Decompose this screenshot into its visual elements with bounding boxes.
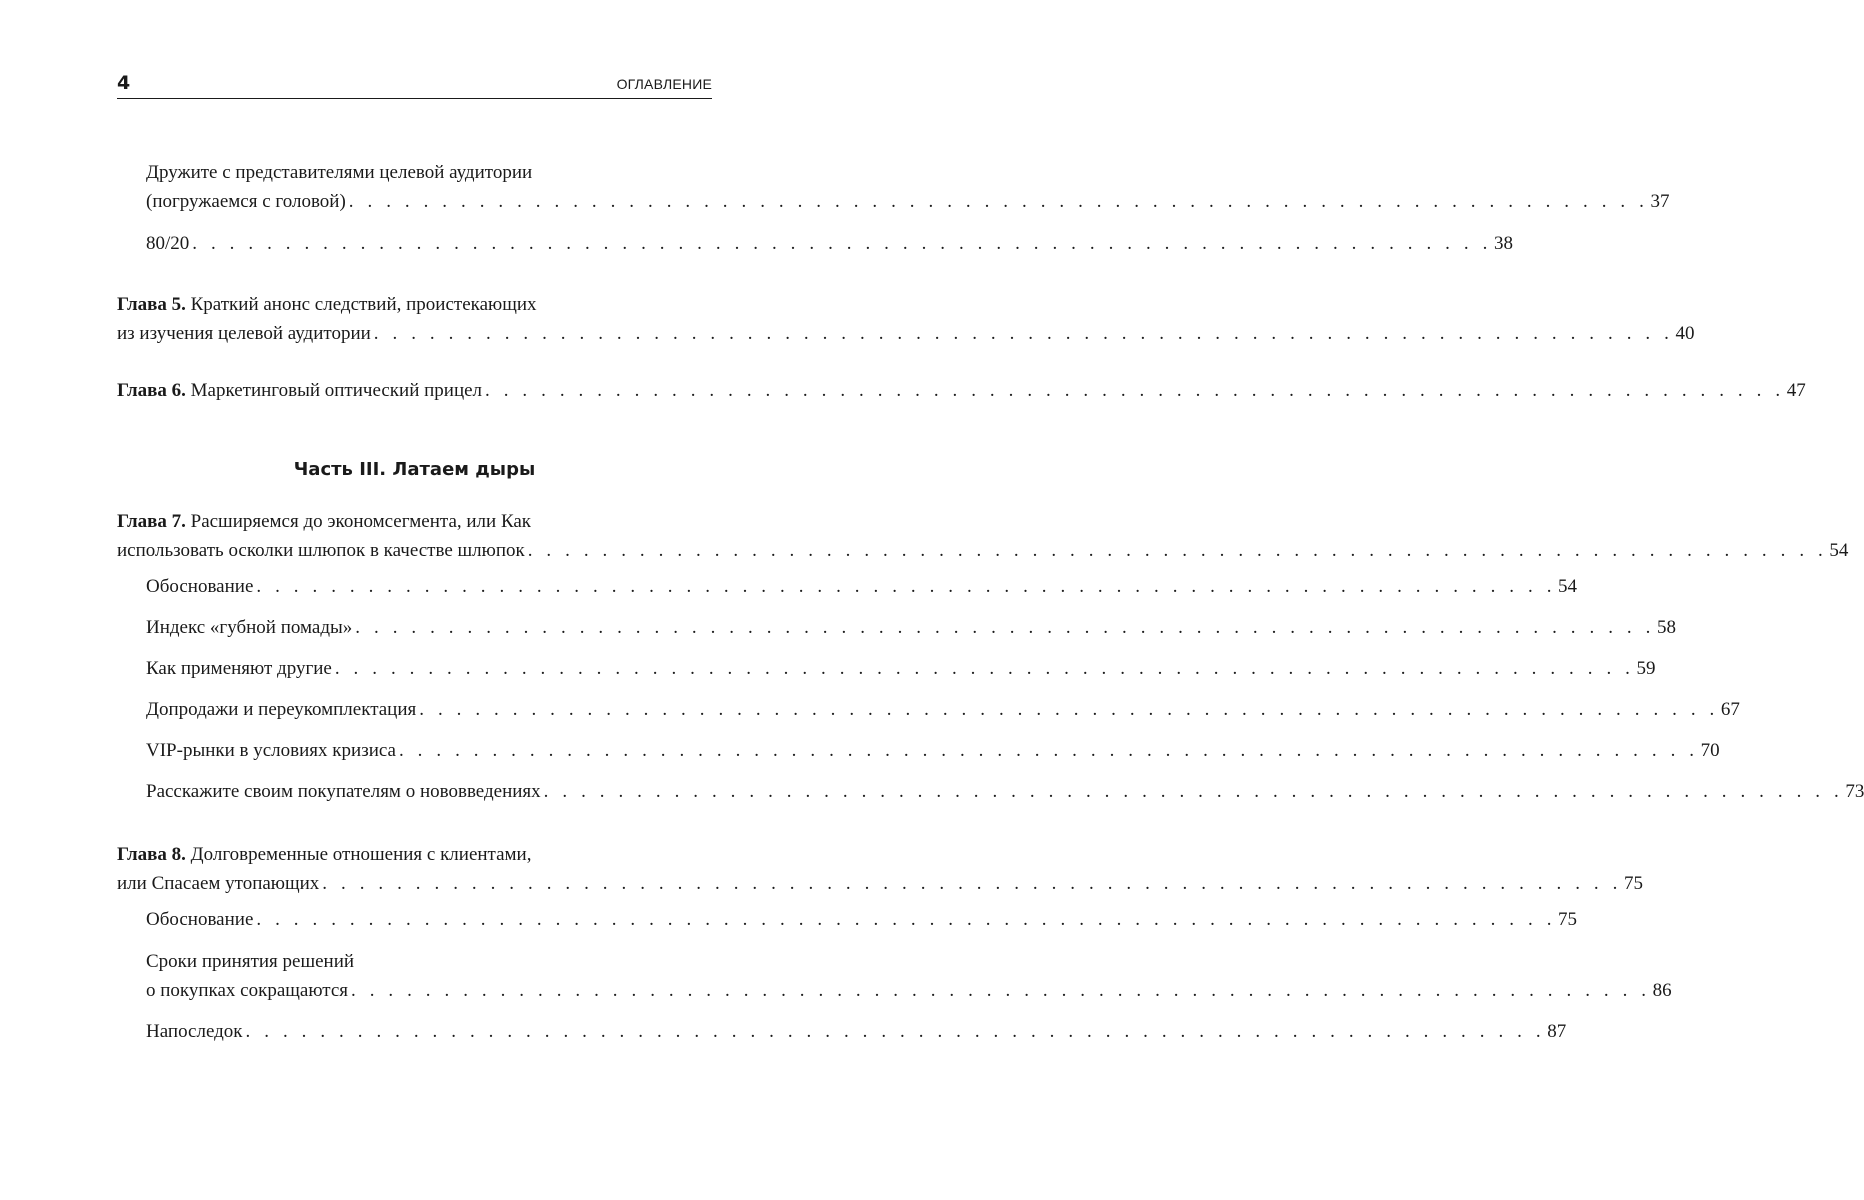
toc-leader-line [117, 536, 1849, 565]
leader-dots: . . . . . . . . . . . . . . . . . . . . . . . . . . . . . . . . . . . . . . . . . . . . . . . . . . . . . . . . . . . . . . . . . . . . . . [485, 380, 1785, 401]
leader-dots: . . . . . . . . . . . . . . . . . . . . . . . . . . . . . . . . . . . . . . . . . . . . . . . . . . . . . . . . . . . . . . . . . . . . . . [256, 909, 1557, 930]
toc-entry-title: Индекс «губной помады» [146, 617, 353, 638]
toc-page-number: 75 [1558, 909, 1578, 930]
chapter-label: Глава 5. [117, 294, 186, 315]
toc-leader-line [146, 613, 1676, 642]
toc-entry-ch8-section-1[interactable] [146, 905, 1578, 934]
toc-leader-line [117, 319, 1695, 348]
toc-leader-line [146, 736, 1720, 765]
toc-entry-friends-target-audience[interactable] [146, 158, 1670, 216]
toc-entry-chapter-5[interactable] [117, 290, 1695, 348]
toc-page-number: 86 [1652, 980, 1672, 1001]
leader-dots: . . . . . . . . . . . . . . . . . . . . . . . . . . . . . . . . . . . . . . . . . . . . . . . . . . . . . . . . . . . . . . . . . . . . . . [192, 233, 1492, 254]
toc-entry-title-line1 [117, 290, 712, 319]
toc-entry-chapter-8[interactable] [117, 840, 1643, 898]
chapter-label: Глава 6. [117, 380, 186, 401]
leader-dots: . . . . . . . . . . . . . . . . . . . . . . . . . . . . . . . . . . . . . . . . . . . . . . . . . . . . . . . . . . . . . . . . . . . . . . [351, 980, 1651, 1001]
toc-leader-line [146, 654, 1656, 683]
toc-entry-title-line2: из изучения целевой аудитории [117, 323, 371, 344]
page-header [117, 70, 712, 99]
toc-leader-line [146, 187, 1670, 216]
toc-page-number: 59 [1636, 658, 1656, 679]
toc-entry-title: Обоснование [146, 909, 254, 930]
running-head: ОГЛАВЛЕНИЕ [616, 76, 712, 92]
page-number: 4 [117, 72, 131, 94]
toc-entry-chapter-7[interactable] [117, 507, 1849, 565]
leader-dots: . . . . . . . . . . . . . . . . . . . . . . . . . . . . . . . . . . . . . . . . . . . . . . . . . . . . . . . . . . . . . . . . . . . . . . [348, 191, 1649, 212]
toc-entry-ch7-section-1[interactable] [146, 572, 1578, 601]
chapter-label: Глава 7. [117, 511, 186, 532]
toc-page-number: 73 [1845, 781, 1864, 802]
toc-entry-title: Как применяют другие [146, 658, 332, 679]
toc-entry-ch7-section-3[interactable] [146, 654, 1656, 683]
toc-page-number: 58 [1656, 617, 1676, 638]
toc-leader-line [146, 905, 1578, 934]
toc-page-number: 40 [1675, 323, 1695, 344]
toc-leader-line [146, 229, 1513, 258]
toc-page-number: 54 [1558, 576, 1578, 597]
toc-leader-line [146, 572, 1578, 601]
leader-dots: . . . . . . . . . . . . . . . . . . . . . . . . . . . . . . . . . . . . . . . . . . . . . . . . . . . . . . . . . . . . . . . . . . . . . . [527, 540, 1828, 561]
toc-leader-line [146, 777, 1864, 806]
toc-entry-title: Обоснование [146, 576, 254, 597]
toc-leader-line [146, 1017, 1567, 1046]
toc-entry-title-line1: Сроки принятия решений [146, 951, 355, 972]
toc-entry-ch8-section-2[interactable] [146, 947, 1672, 1005]
toc-entry-title: Напоследок [146, 1021, 243, 1042]
chapter-label: Глава 8. [117, 844, 186, 865]
leader-dots: . . . . . . . . . . . . . . . . . . . . . . . . . . . . . . . . . . . . . . . . . . . . . . . . . . . . . . . . . . . . . . . . . . . . . . [322, 873, 1622, 894]
toc-page-number: 70 [1700, 740, 1720, 761]
leader-dots: . . . . . . . . . . . . . . . . . . . . . . . . . . . . . . . . . . . . . . . . . . . . . . . . . . . . . . . . . . . . . . . . . . . . . . [256, 576, 1557, 597]
toc-entry-title-line1: Дружите с представителями целевой аудитории [146, 162, 533, 183]
toc-entry-ch7-section-4[interactable] [146, 695, 1740, 724]
leader-dots: . . . . . . . . . . . . . . . . . . . . . . . . . . . . . . . . . . . . . . . . . . . . . . . . . . . . . . . . . . . . . . . . . . . . . . [373, 323, 1674, 344]
chapter-title: Маркетинговый оптический прицел [190, 380, 483, 401]
toc-page-number: 75 [1623, 873, 1643, 894]
toc-page-number: 67 [1720, 699, 1740, 720]
chapter-title: Краткий анонс следствий, проистекающих [190, 294, 537, 315]
toc-page-number: 54 [1829, 540, 1849, 561]
toc-entry-ch8-section-3[interactable] [146, 1017, 1567, 1046]
toc-leader-line [146, 976, 1672, 1005]
toc-entry-title-line1 [117, 840, 712, 869]
toc-page-number: 37 [1650, 191, 1670, 212]
toc-entry-80-20[interactable] [146, 229, 1513, 258]
toc-entry-title: Расскажите своим покупателям о нововведениях [146, 781, 541, 802]
toc-leader-line [146, 695, 1740, 724]
part-title[interactable]: Часть III. Латаем дыры [293, 459, 536, 480]
leader-dots: . . . . . . . . . . . . . . . . . . . . . . . . . . . . . . . . . . . . . . . . . . . . . . . . . . . . . . . . . . . . . . . . . . . . . . [245, 1021, 1546, 1042]
toc-entry-title: VIP-рынки в условиях кризиса [146, 740, 396, 761]
toc-entry-title: Допродажи и переукомплектация [146, 699, 417, 720]
toc-entry-ch7-section-6[interactable] [146, 777, 1864, 806]
toc-entry-title [117, 376, 482, 405]
toc-entry-ch7-section-5[interactable] [146, 736, 1720, 765]
toc-entry-chapter-6[interactable] [117, 376, 1806, 405]
leader-dots: . . . . . . . . . . . . . . . . . . . . . . . . . . . . . . . . . . . . . . . . . . . . . . . . . . . . . . . . . . . . . . . . . . . . . . [419, 699, 1719, 720]
toc-leader-line [117, 869, 1643, 898]
leader-dots: . . . . . . . . . . . . . . . . . . . . . . . . . . . . . . . . . . . . . . . . . . . . . . . . . . . . . . . . . . . . . . . . . . . . . . [543, 781, 1844, 802]
chapter-title: Расширяемся до экономсегмента, или Как [190, 511, 532, 532]
toc-page-number: 87 [1547, 1021, 1567, 1042]
toc-entry-ch7-section-2[interactable] [146, 613, 1676, 642]
toc-page-number: 47 [1786, 380, 1806, 401]
toc-entry-title-line1 [117, 507, 712, 536]
toc-entry-title-line2: использовать осколки шлюпок в качестве шлюпок [117, 540, 525, 561]
toc-entry-title-line2: или Спасаем утопающих [117, 873, 320, 894]
toc-entry-title-line2: (погружаемся с головой) [146, 191, 346, 212]
toc-leader-line [117, 376, 1806, 405]
toc-entry-title: 80/20 [146, 233, 190, 254]
leader-dots: . . . . . . . . . . . . . . . . . . . . . . . . . . . . . . . . . . . . . . . . . . . . . . . . . . . . . . . . . . . . . . . . . . . . . . [334, 658, 1635, 679]
toc-entry-title-line2: о покупках сокращаются [146, 980, 348, 1001]
leader-dots: . . . . . . . . . . . . . . . . . . . . . . . . . . . . . . . . . . . . . . . . . . . . . . . . . . . . . . . . . . . . . . . . . . . . . . [398, 740, 1699, 761]
leader-dots: . . . . . . . . . . . . . . . . . . . . . . . . . . . . . . . . . . . . . . . . . . . . . . . . . . . . . . . . . . . . . . . . . . . . . . [355, 617, 1655, 638]
chapter-title: Долговременные отношения с клиентами, [190, 844, 532, 865]
toc-page-number: 38 [1493, 233, 1513, 254]
